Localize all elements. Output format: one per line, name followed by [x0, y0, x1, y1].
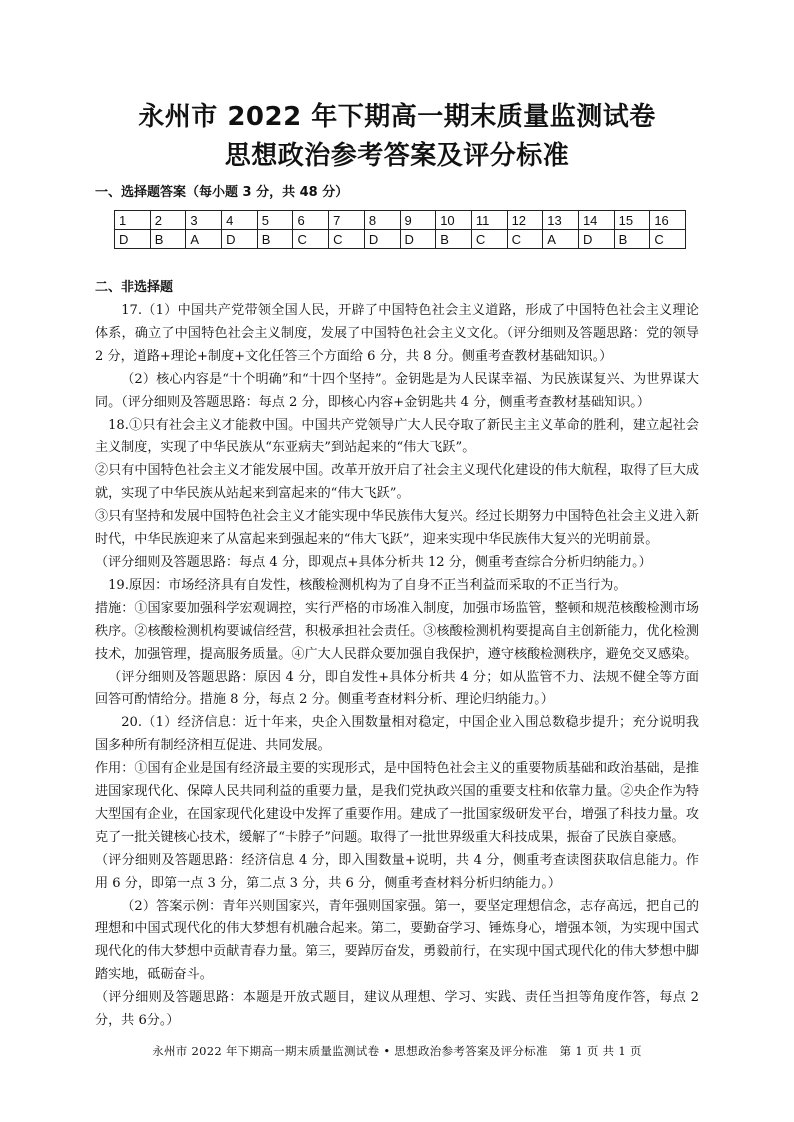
question-number-cell: 15 — [614, 211, 650, 230]
question-number-cell: 10 — [436, 211, 472, 230]
answer-paragraph: （2）答案示例：青年兴则国家兴，青年强则国家强。第一，要坚定理想信念，志存高远，把自己的理想和中国式现代化的伟大梦想有机融合起来。第二，要勤奋学习、锤炼身心，增强本领，为实现中国式现代化的伟大梦想中贡献青春力量。第三，要踔厉奋发，勇毅前行，在实现中国式现代化的伟大梦想中脚踏实地，砥砺奋斗。 — [95, 898, 699, 983]
answer-cell: C — [293, 230, 329, 249]
answer-cell: A — [186, 230, 222, 249]
question-number-cell: 6 — [293, 211, 329, 230]
answer-cell: C — [329, 230, 365, 249]
document-subtitle: 思想政治参考答案及评分标准 — [224, 141, 570, 171]
answer-paragraph: 20.（1）经济信息：近十年来，央企入围数量相对稳定，中国企业入围总数稳步提升；充分说明我国多种所有制经济相互促进、共同发展。 — [95, 715, 699, 754]
question-number-cell: 2 — [150, 211, 186, 230]
answer-body — [95, 300, 699, 1033]
answer-table-number-row — [115, 211, 686, 230]
answer-cell: C — [471, 230, 507, 249]
answer-cell: B — [436, 230, 472, 249]
answer-cell: D — [115, 230, 151, 249]
question-number-cell: 5 — [257, 211, 293, 230]
answer-table — [114, 210, 686, 249]
document-title: 永州市 2022 年下期高一期末质量监测试卷 — [138, 102, 656, 132]
answer-cell: B — [614, 230, 650, 249]
question-number-cell: 3 — [186, 211, 222, 230]
question-number-cell: 16 — [650, 211, 686, 230]
answer-cell: A — [543, 230, 579, 249]
answer-paragraph: （评分细则及答题思路：经济信息 4 分，即入围数量+说明，共 4 分，侧重考查读图获取信息能力。作用 6 分，即第一点 3 分，第二点 3 分，共 6 分，侧重考查材料分析归纳能力。） — [95, 852, 699, 891]
section-heading-choice: 一、选择题答案（每小题 3 分，共 48 分） — [95, 185, 349, 200]
question-number-cell: 13 — [543, 211, 579, 230]
answer-cell: B — [257, 230, 293, 249]
question-number-cell: 12 — [507, 211, 543, 230]
page-footer: 永州市 2022 年下期高一期末质量监测试卷 • 思想政治参考答案及评分标准 第 1 页 共 1 页 — [152, 1044, 642, 1058]
answer-paragraph: 17.（1）中国共产党带领全国人民，开辟了中国特色社会主义道路，形成了中国特色社会主义理论体系，确立了中国特色社会主义制度，发展了中国特色社会主义文化。（评分细则及答题思路：党的领导 2 分，道路+理论+制度+文化任答三个方面给 6 分，共 8 分。侧重考查教材基础知识。） — [95, 303, 699, 364]
answer-cell: B — [150, 230, 186, 249]
answer-paragraph: 18.①只有社会主义才能救中国。中国共产党领导广大人民夺取了新民主主义革命的胜利，建立起社会主义制度，实现了中华民族从“东亚病夫”到站起来的“伟大飞跃”。 — [95, 417, 699, 456]
question-number-cell: 11 — [471, 211, 507, 230]
answer-paragraph: ③只有坚持和发展中国特色社会主义才能实现中华民族伟大复兴。经过长期努力中国特色社会主义进入新时代，中华民族迎来了从富起来到强起来的“伟大飞跃”，迎来实现中华民族伟大复兴的光明前景。 — [95, 509, 699, 548]
question-number-cell: 14 — [578, 211, 614, 230]
answer-cell: C — [507, 230, 543, 249]
section-heading-nonchoice: 二、非选择题 — [95, 280, 174, 295]
answer-paragraph: （评分细则及答题思路：原因 4 分，即自发性+具体分析共 4 分；如从监管不力、法规不健全等方面回答可酌情给分。措施 8 分，每点 2 分。侧重考查材料分析、理论归纳能力。） — [95, 669, 699, 708]
answer-cell: C — [650, 230, 686, 249]
question-number-cell: 7 — [329, 211, 365, 230]
answer-table-answer-row — [115, 230, 686, 249]
question-number-cell: 9 — [400, 211, 436, 230]
answer-paragraph: （评分细则及答题思路：本题是开放式题目，建议从理想、学习、实践、责任当担等角度作答，每点 2 分，共 6分。） — [95, 990, 699, 1029]
answer-cell: D — [400, 230, 436, 249]
answer-paragraph: （2）核心内容是“十个明确”和“十四个坚持”。金钥匙是为人民谋幸福、为民族谋复兴、为世界谋大同。（评分细则及答题思路：每点 2 分，即核心内容+金钥匙共 4 分，侧重考查教材基础知识。） — [95, 371, 699, 410]
question-number-cell: 4 — [222, 211, 258, 230]
question-number-cell: 8 — [364, 211, 400, 230]
answer-cell: D — [364, 230, 400, 249]
answer-cell: D — [578, 230, 614, 249]
question-number-cell: 1 — [115, 211, 151, 230]
answer-paragraph: ②只有中国特色社会主义才能发展中国。改革开放开启了社会主义现代化建设的伟大航程，取得了巨大成就，实现了中华民族从站起来到富起来的“伟大飞跃”。 — [95, 463, 699, 502]
answer-paragraph: 作用：①国有企业是国有经济最主要的实现形式，是中国特色社会主义的重要物质基础和政治基础，是推进国家现代化、保障人民共同利益的重要力量，是我们党执政兴国的重要支柱和依靠力量。②央企作为特大型国有企业，在国家现代化建设中发挥了重要作用。建成了一批国家级研发平台，增强了科技力量。攻克了一批关键核心技术，缓解了“卡脖子”问题。取得了一批世界级重大科技成果，振奋了民族自豪感。 — [95, 761, 699, 845]
answer-paragraph: 措施：①国家要加强科学宏观调控，实行严格的市场准入制度，加强市场监管，整顿和规范核酸检测市场秩序。②核酸检测机构要诚信经营，积极承担社会责任。③核酸检测机构要提高自主创新能力，优化检测技术，加强管理，提高服务质量。④广大人民群众要加强自我保护，遵守核酸检测秩序，避免交叉感染。 — [95, 600, 699, 662]
answer-cell: D — [222, 230, 258, 249]
answer-paragraph: 19.原因：市场经济具有自发性，核酸检测机构为了自身不正当利益而采取的不正当行为。 — [108, 577, 627, 593]
answer-paragraph: （评分细则及答题思路：每点 4 分，即观点+具体分析共 12 分，侧重考查综合分析归纳能力。） — [95, 554, 652, 570]
